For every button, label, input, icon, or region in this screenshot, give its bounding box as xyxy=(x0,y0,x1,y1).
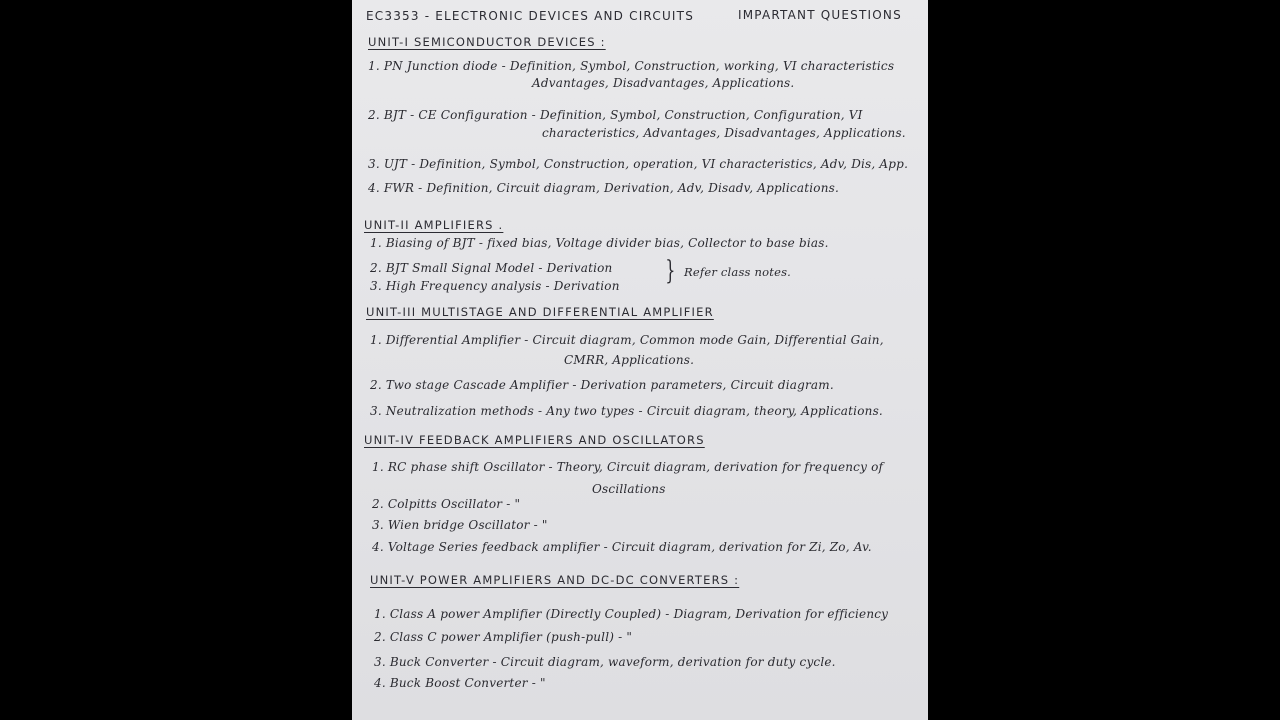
unit-5-item-2: 2. Class C power Amplifier (push-pull) - " xyxy=(374,630,633,644)
unit-1-item-2-cont: characteristics, Advantages, Disadvantages, Applications. xyxy=(542,126,906,140)
unit-3-item-2: 2. Two stage Cascade Amplifier - Derivation parameters, Circuit diagram. xyxy=(370,378,834,392)
unit-5-item-1: 1. Class A power Amplifier (Directly Coupled) - Diagram, Derivation for efficiency xyxy=(374,607,889,621)
page-title: EC3353 - ELECTRONIC DEVICES AND CIRCUITS xyxy=(366,9,695,23)
unit-1-item-1: 1. PN Junction diode - Definition, Symbol, Construction, working, VI characteristics xyxy=(368,59,895,73)
unit-2-heading: UNIT-II AMPLIFIERS . xyxy=(364,218,504,232)
unit-3-item-1: 1. Differential Amplifier - Circuit diagram, Common mode Gain, Differential Gain, xyxy=(370,333,884,347)
unit-4-item-3: 3. Wien bridge Oscillator - " xyxy=(372,518,548,532)
unit-3-heading: UNIT-III MULTISTAGE AND DIFFERENTIAL AMPLIFIER xyxy=(366,305,714,319)
unit-2-item-1: 1. Biasing of BJT - fixed bias, Voltage divider bias, Collector to base bias. xyxy=(370,236,829,250)
unit-2-item-3: 3. High Frequency analysis - Derivation xyxy=(370,279,620,293)
brace-mark: } xyxy=(665,256,676,286)
unit-1-item-3: 3. UJT - Definition, Symbol, Construction, operation, VI characteristics, Adv, Dis, App. xyxy=(368,157,909,171)
unit-1-item-4: 4. FWR - Definition, Circuit diagram, Derivation, Adv, Disadv, Applications. xyxy=(368,181,839,195)
unit-4-item-2: 2. Colpitts Oscillator - " xyxy=(372,497,521,511)
unit-1-heading: UNIT-I SEMICONDUCTOR DEVICES : xyxy=(368,35,606,49)
page-subtitle: IMPARTANT QUESTIONS xyxy=(738,8,902,22)
unit-4-item-1: 1. RC phase shift Oscillator - Theory, Circuit diagram, derivation for frequency of xyxy=(372,460,884,474)
unit-5-item-4: 4. Buck Boost Converter - " xyxy=(374,676,546,690)
unit-5-heading: UNIT-V POWER AMPLIFIERS AND DC-DC CONVERTERS : xyxy=(370,573,740,587)
unit-4-item-4: 4. Voltage Series feedback amplifier - Circuit diagram, derivation for Zi, Zo, Av. xyxy=(372,540,872,554)
unit-1-item-1-cont: Advantages, Disadvantages, Applications. xyxy=(532,76,795,90)
unit-5-item-3: 3. Buck Converter - Circuit diagram, waveform, derivation for duty cycle. xyxy=(374,655,836,669)
unit-2-refer-note: Refer class notes. xyxy=(684,265,792,279)
unit-3-item-1-cont: CMRR, Applications. xyxy=(564,353,695,367)
unit-1-item-2: 2. BJT - CE Configuration - Definition, Symbol, Construction, Configuration, VI xyxy=(368,108,863,122)
unit-4-item-1-cont: Oscillations xyxy=(592,482,666,496)
notes-page xyxy=(352,0,928,720)
unit-3-item-3: 3. Neutralization methods - Any two types - Circuit diagram, theory, Applications. xyxy=(370,404,883,418)
unit-2-item-2: 2. BJT Small Signal Model - Derivation xyxy=(370,261,613,275)
unit-4-heading: UNIT-IV FEEDBACK AMPLIFIERS AND OSCILLATORS xyxy=(364,433,705,447)
